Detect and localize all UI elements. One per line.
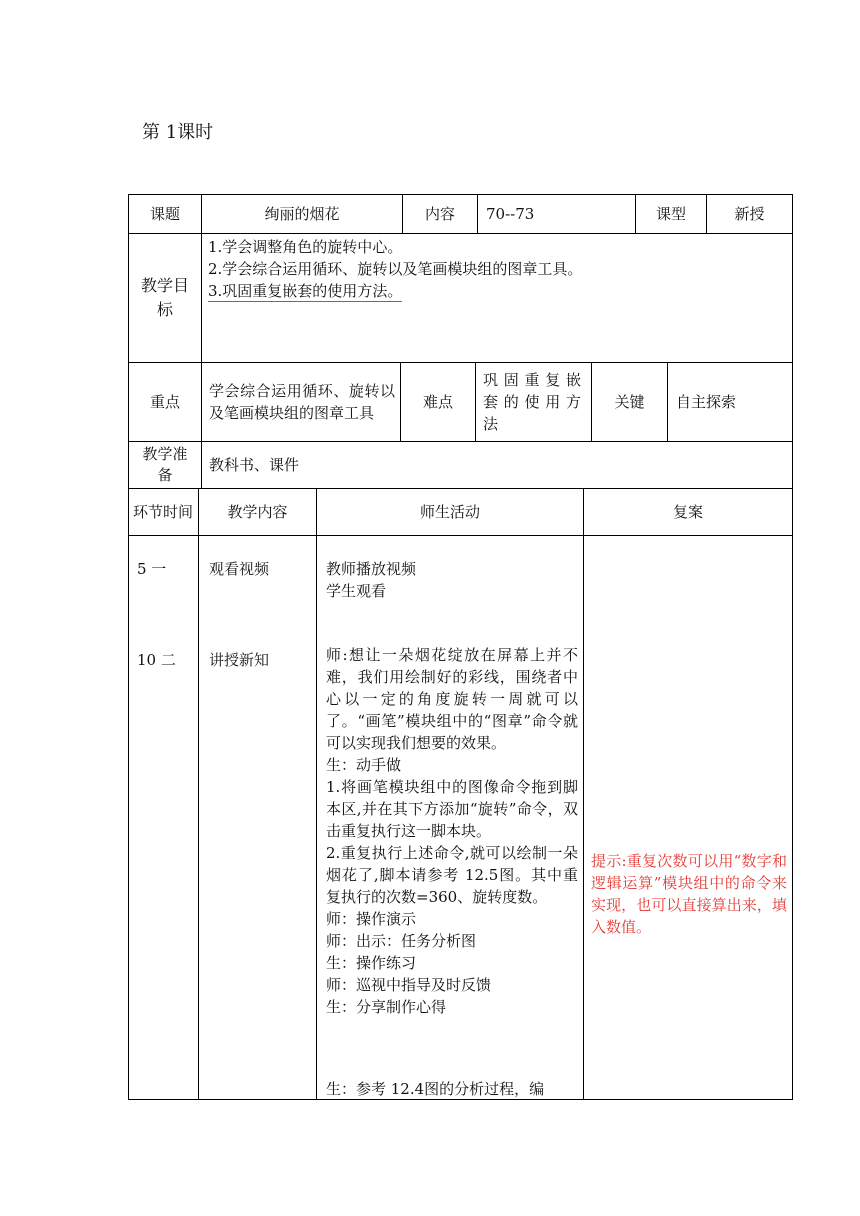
col-divider: [201, 441, 202, 488]
key-point-label: 重点: [149, 393, 180, 411]
goals-label: 教学目标: [140, 276, 189, 319]
goals-list: [208, 234, 788, 362]
step2-time: 10 二: [137, 651, 176, 669]
activity-paragraph: 1.将画笔模块组中的图像命令拖到脚本区,并在其下方添加“旋转”命令，双击重复执行这一脚本块。: [326, 778, 578, 840]
step1-content: 观看视频: [209, 560, 270, 578]
goal-item-text: 3.巩固重复嵌套的使用方法。: [208, 282, 403, 300]
step2-content: 讲授新知: [209, 651, 270, 669]
activity-line: 生：动手做: [326, 756, 402, 774]
prep-value: 教科书、课件: [209, 456, 300, 474]
prep-label: 教学准备: [142, 445, 188, 484]
key-point-value: 学会综合运用循环、旋转以及笔画模块组的图章工具: [209, 382, 395, 422]
activity-header: 师生活动: [419, 503, 480, 521]
activity-paragraph: 师:想让一朵烟花绽放在屏幕上并不难，我们用绘制好的彩线，围绕者中心以一定的角度旋转一周就可以了。“画笔”模块组中的“图章”命令就可以实现我们想要的效果。: [326, 646, 578, 752]
topic-value: 绚丽的烟花: [264, 205, 340, 223]
topic-label: 课题: [149, 205, 180, 223]
goal-item: 1.学会调整角色的旋转中心。: [208, 238, 403, 256]
goal-item: 2.学会综合运用循环、旋转以及笔画模块组的图章工具。: [208, 260, 583, 278]
activity-paragraph: 2.重复执行上述命令,就可以绘制一朵烟花了,脚本请参考 12.5图。其中重复执行的次数=360、旋转度数。: [326, 844, 578, 906]
content-label: 内容: [424, 205, 455, 223]
col-divider: [583, 488, 584, 1100]
activity-line: 师：巡视中指导及时反馈: [326, 976, 492, 994]
pivot-label: 关键: [614, 393, 645, 411]
difficulty-value: 巩固重复嵌套的使用方法: [483, 371, 585, 433]
table-border-left: [128, 194, 129, 1100]
step2-activity: [326, 644, 578, 1018]
step1-time: 5 一: [137, 560, 167, 578]
col-divider: [316, 488, 317, 1100]
lesson-period-heading: 第 1课时: [142, 122, 214, 143]
teaching-tip: 提示:重复次数可以用“数字和逻辑运算”模块组中的命令来实现，也可以直接算出来，填入数值。: [591, 852, 787, 936]
activity-line: 学生观看: [326, 582, 387, 600]
step1-activity: [326, 558, 578, 602]
col-divider: [667, 362, 668, 441]
activity-line: 生：操作练习: [326, 954, 417, 972]
type-value: 新授: [734, 205, 765, 223]
content-value: 70--73: [486, 205, 535, 223]
activity-line: 生：分享制作心得: [326, 998, 447, 1016]
content-header: 教学内容: [227, 503, 288, 521]
row-divider: [128, 535, 793, 536]
type-label: 课型: [655, 205, 686, 223]
pivot-value: 自主探索: [676, 393, 737, 411]
col-divider: [201, 362, 202, 441]
col-divider: [475, 362, 476, 441]
time-header: 环节时间: [133, 502, 194, 521]
col-divider: [201, 233, 202, 362]
activity-line: 师：操作演示: [326, 910, 417, 928]
activity-line: 师：出示：任务分析图: [326, 932, 477, 950]
difficulty-label: 难点: [422, 393, 453, 411]
notes-header: 复案: [672, 503, 703, 521]
goal-item: [208, 280, 788, 302]
table-border-right: [792, 194, 793, 1100]
col-divider: [198, 488, 199, 1100]
step2-activity-continued: 生：参考 12.4图的分析过程，编: [326, 1080, 545, 1098]
activity-line: 教师播放视频: [326, 560, 417, 578]
